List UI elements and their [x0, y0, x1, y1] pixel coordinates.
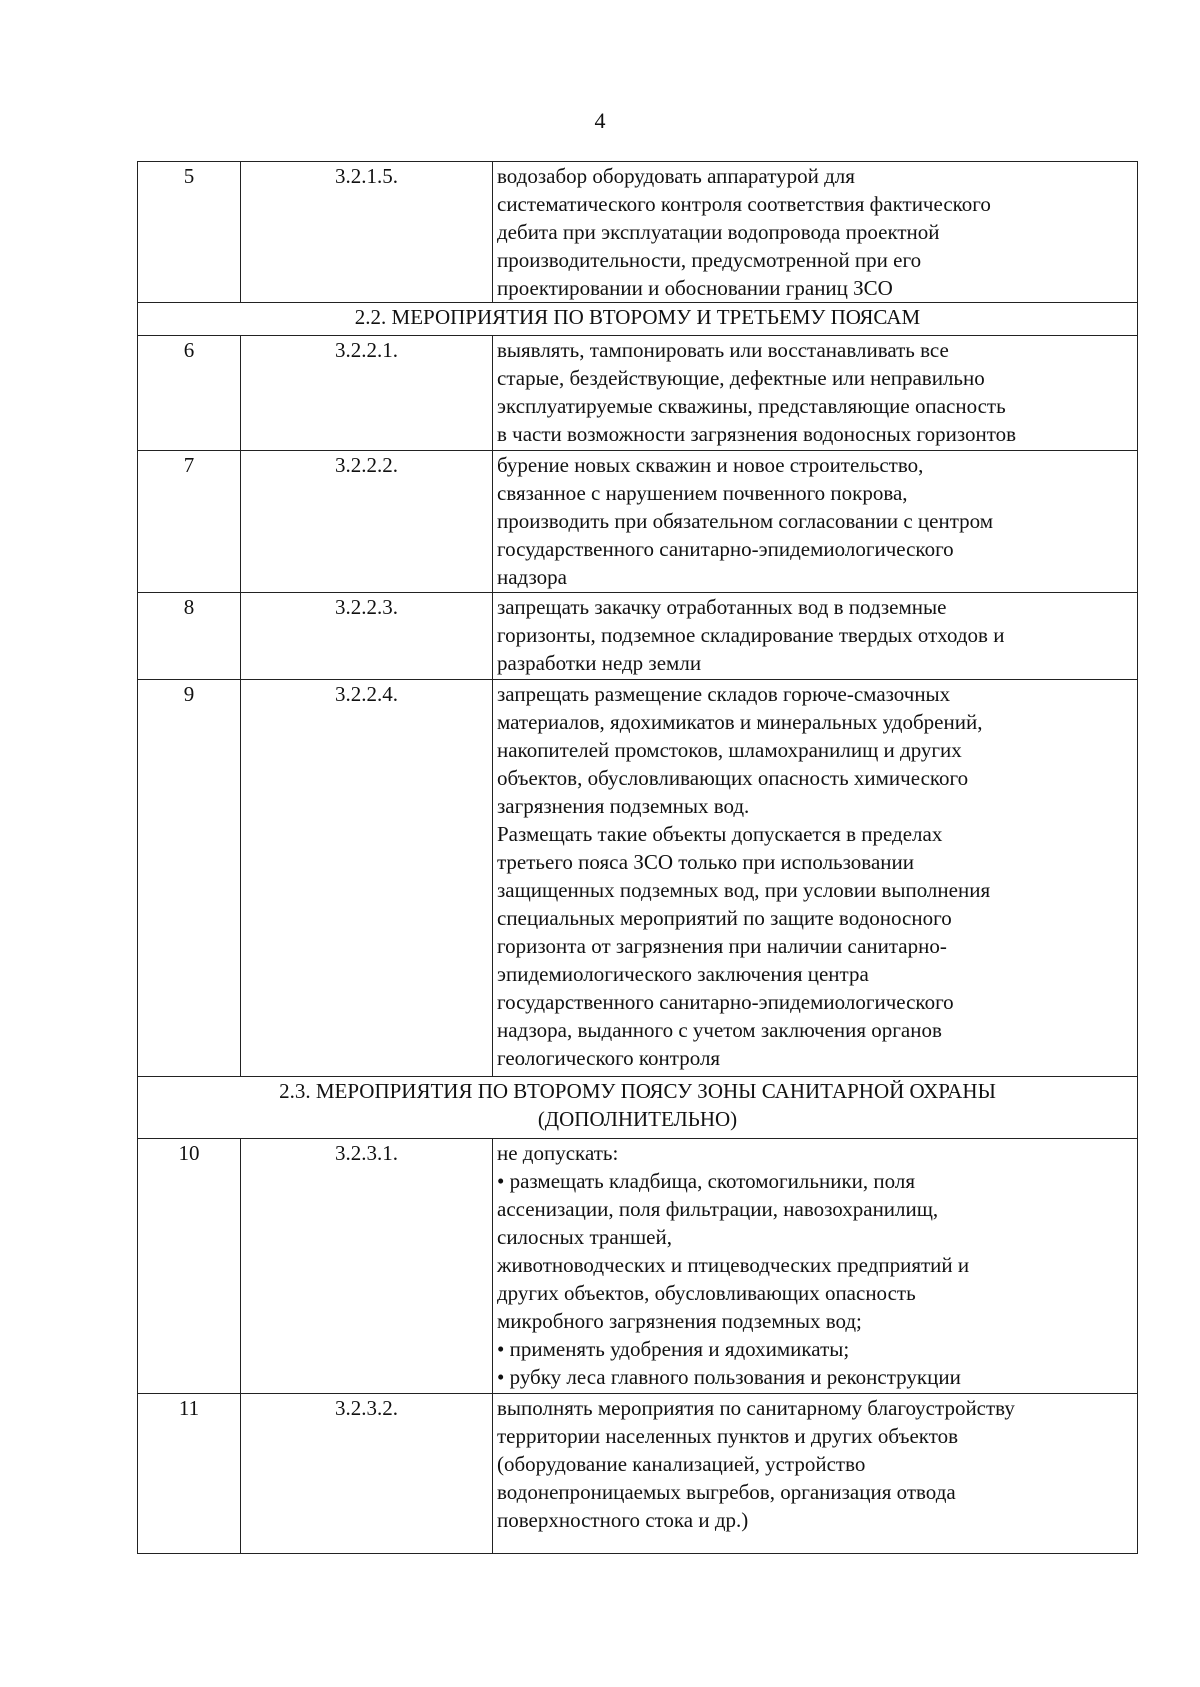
- section-header-row: [138, 1077, 1138, 1139]
- text-line: старые, бездействующие, дефектные или неправильно: [497, 366, 985, 390]
- text-line: проектировании и обосновании границ ЗСО: [497, 276, 893, 300]
- text-line: разработки недр земли: [497, 651, 702, 675]
- text-line: надзора, выданного с учетом заключения органов: [497, 1018, 942, 1042]
- row-number: 8: [138, 593, 241, 680]
- text-line: дебита при эксплуатации водопровода проектной: [497, 220, 940, 244]
- text-line: горизонта от загрязнения при наличии санитарно-: [497, 934, 947, 958]
- text-line: территории населенных пунктов и других объектов: [497, 1424, 959, 1448]
- text-line: эпидемиологического заключения центра: [497, 962, 869, 986]
- bullet-line: • применять удобрения и ядохимикаты;: [497, 1337, 850, 1361]
- clause-code: 3.2.2.2.: [241, 451, 493, 593]
- page-number: 4: [594, 108, 606, 133]
- text-line: геологического контроля: [497, 1046, 721, 1070]
- table-row: [138, 1139, 1138, 1394]
- text-line: специальных мероприятий по защите водоносного: [497, 906, 952, 930]
- text-line: других объектов, обусловливающих опасность: [497, 1281, 916, 1305]
- measure-text: [493, 680, 1138, 1077]
- table-row: [138, 162, 1138, 303]
- measure-text: [493, 451, 1138, 593]
- text-line: ассенизации, поля фильтрации, навозохранилищ,: [497, 1197, 939, 1221]
- text-line: Размещать такие объекты допускается в пределах: [497, 822, 943, 846]
- text-line: третьего пояса ЗСО только при использовании: [497, 850, 914, 874]
- bullet-line: • размещать кладбища, скотомогильники, поля: [497, 1169, 915, 1193]
- row-number: 7: [138, 451, 241, 593]
- row-number: 5: [138, 162, 241, 303]
- measure-text: [493, 162, 1138, 303]
- section-header-row: [138, 303, 1138, 336]
- measures-table: [137, 161, 1138, 1554]
- text-line: животноводческих и птицеводческих предприятий и: [497, 1253, 970, 1277]
- text-line: не допускать:: [497, 1141, 619, 1165]
- bullet-line: • рубку леса главного пользования и реконструкции: [497, 1365, 961, 1389]
- table-row: [138, 451, 1138, 593]
- text-line: в части возможности загрязнения водоносных горизонтов: [497, 422, 1017, 446]
- text-line: поверхностного стока и др.): [497, 1508, 749, 1532]
- table-row: [138, 680, 1138, 1077]
- clause-code: 3.2.1.5.: [241, 162, 493, 303]
- text-line: запрещать закачку отработанных вод в подземные: [497, 595, 947, 619]
- text-line: производить при обязательном согласовании с центром: [497, 509, 994, 533]
- table-row: [138, 1394, 1138, 1554]
- clause-code: 3.2.2.3.: [241, 593, 493, 680]
- text-line: государственного санитарно-эпидемиологического: [497, 537, 954, 561]
- measure-text: [493, 1394, 1138, 1554]
- section-title-line: 2.2. МЕРОПРИЯТИЯ ПО ВТОРОМУ И ТРЕТЬЕМУ ПОЯСАМ: [354, 305, 921, 329]
- text-line: горизонты, подземное складирование твердых отходов и: [497, 623, 1005, 647]
- text-line: (оборудование канализацией, устройство: [497, 1452, 866, 1476]
- clause-code: 3.2.3.2.: [241, 1394, 493, 1554]
- clause-code: 3.2.2.1.: [241, 336, 493, 451]
- section-title: [138, 303, 1138, 336]
- text-line: водозабор оборудовать аппаратурой для: [497, 164, 855, 188]
- section-title: [138, 1077, 1138, 1139]
- measure-text: [493, 593, 1138, 680]
- text-line: объектов, обусловливающих опасность химического: [497, 766, 969, 790]
- text-line: водонепроницаемых выгребов, организация отвода: [497, 1480, 956, 1504]
- text-line: накопителей промстоков, шламохранилищ и других: [497, 738, 962, 762]
- text-line: систематического контроля соответствия фактического: [497, 192, 991, 216]
- text-line: государственного санитарно-эпидемиологического: [497, 990, 954, 1014]
- text-line: микробного загрязнения подземных вод;: [497, 1309, 862, 1333]
- row-number: 10: [138, 1139, 241, 1394]
- text-line: выполнять мероприятия по санитарному благоустройству: [497, 1396, 1015, 1420]
- clause-code: 3.2.3.1.: [241, 1139, 493, 1394]
- table-row: [138, 593, 1138, 680]
- text-line: загрязнения подземных вод.: [497, 794, 750, 818]
- text-line: материалов, ядохимикатов и минеральных удобрений,: [497, 710, 983, 734]
- text-line: защищенных подземных вод, при условии выполнения: [497, 878, 991, 902]
- table-row: [138, 336, 1138, 451]
- row-number: 11: [138, 1394, 241, 1554]
- text-line: силосных траншей,: [497, 1225, 672, 1249]
- text-line: надзора: [497, 565, 567, 589]
- measures-table-body: [138, 162, 1138, 1554]
- section-title-line: (ДОПОЛНИТЕЛЬНО): [537, 1107, 738, 1131]
- text-line: эксплуатируемые скважины, представляющие опасность: [497, 394, 1006, 418]
- row-number: 6: [138, 336, 241, 451]
- section-title-line: 2.3. МЕРОПРИЯТИЯ ПО ВТОРОМУ ПОЯСУ ЗОНЫ САНИТАРНОЙ ОХРАНЫ: [279, 1079, 996, 1103]
- text-line: выявлять, тампонировать или восстанавливать все: [497, 338, 949, 362]
- measure-text: [493, 1139, 1138, 1394]
- text-line: бурение новых скважин и новое строительство,: [497, 453, 924, 477]
- text-line: связанное с нарушением почвенного покрова,: [497, 481, 908, 505]
- clause-code: 3.2.2.4.: [241, 680, 493, 1077]
- row-number: 9: [138, 680, 241, 1077]
- text-line: производительности, предусмотренной при его: [497, 248, 922, 272]
- measure-text: [493, 336, 1138, 451]
- text-line: запрещать размещение складов горюче-смазочных: [497, 682, 951, 706]
